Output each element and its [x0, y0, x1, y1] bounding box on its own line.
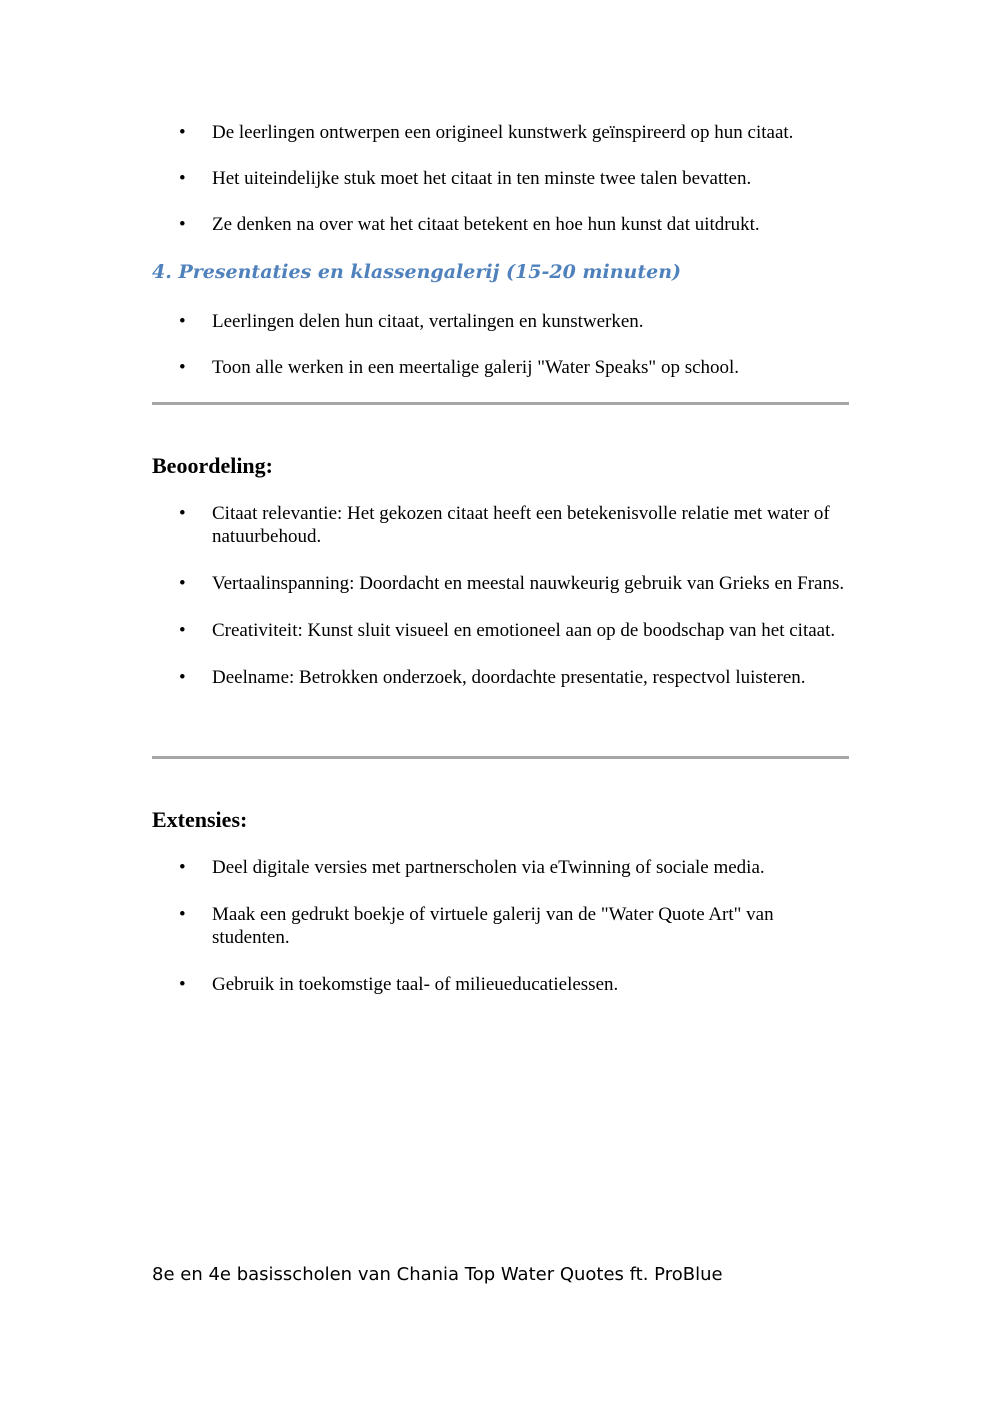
- list-item: • Leerlingen delen hun citaat, vertalingen en kunstwerken.: [152, 310, 849, 333]
- list-item: • Deelname: Betrokken onderzoek, doordachte presentatie, respectvol luisteren.: [152, 666, 849, 689]
- activity-list: [152, 121, 849, 259]
- page-footer: 8e en 4e basisscholen van Chania Top Water Quotes ft. ProBlue: [152, 1264, 723, 1285]
- list-item: • De leerlingen ontwerpen een origineel kunstwerk geïnspireerd op hun citaat.: [152, 121, 849, 144]
- list-item: • Creativiteit: Kunst sluit visueel en emotioneel aan op de boodschap van het citaat.: [152, 619, 849, 642]
- list-item: • Maak een gedrukt boekje of virtuele galerij van de "Water Quote Art" van studenten.: [152, 903, 849, 949]
- section-divider: [152, 402, 849, 405]
- extensions-list: [152, 856, 849, 1020]
- list-item: • Gebruik in toekomstige taal- of milieueducatielessen.: [152, 973, 849, 996]
- list-item: • Citaat relevantie: Het gekozen citaat heeft een betekenisvolle relatie met water of natuurbehoud.: [152, 502, 849, 548]
- list-item: • Toon alle werken in een meertalige galerij "Water Speaks" op school.: [152, 356, 849, 379]
- list-item: • Vertaalinspanning: Doordacht en meestal nauwkeurig gebruik van Grieks en Frans.: [152, 572, 849, 595]
- extensions-heading: Extensies:: [152, 807, 248, 832]
- section-divider: [152, 756, 849, 759]
- list-item: • Het uiteindelijke stuk moet het citaat in ten minste twee talen bevatten.: [152, 167, 849, 190]
- list-item: • Ze denken na over wat het citaat betekent en hoe hun kunst dat uitdrukt.: [152, 213, 849, 236]
- step-4-heading: 4. Presentaties en klassengalerij (15-20 minuten): [152, 261, 682, 283]
- assessment-list: [152, 502, 849, 713]
- list-item: • Deel digitale versies met partnerscholen via eTwinning of sociale media.: [152, 856, 849, 879]
- step-4-list: [152, 310, 849, 402]
- assessment-heading: Beoordeling:: [152, 453, 273, 478]
